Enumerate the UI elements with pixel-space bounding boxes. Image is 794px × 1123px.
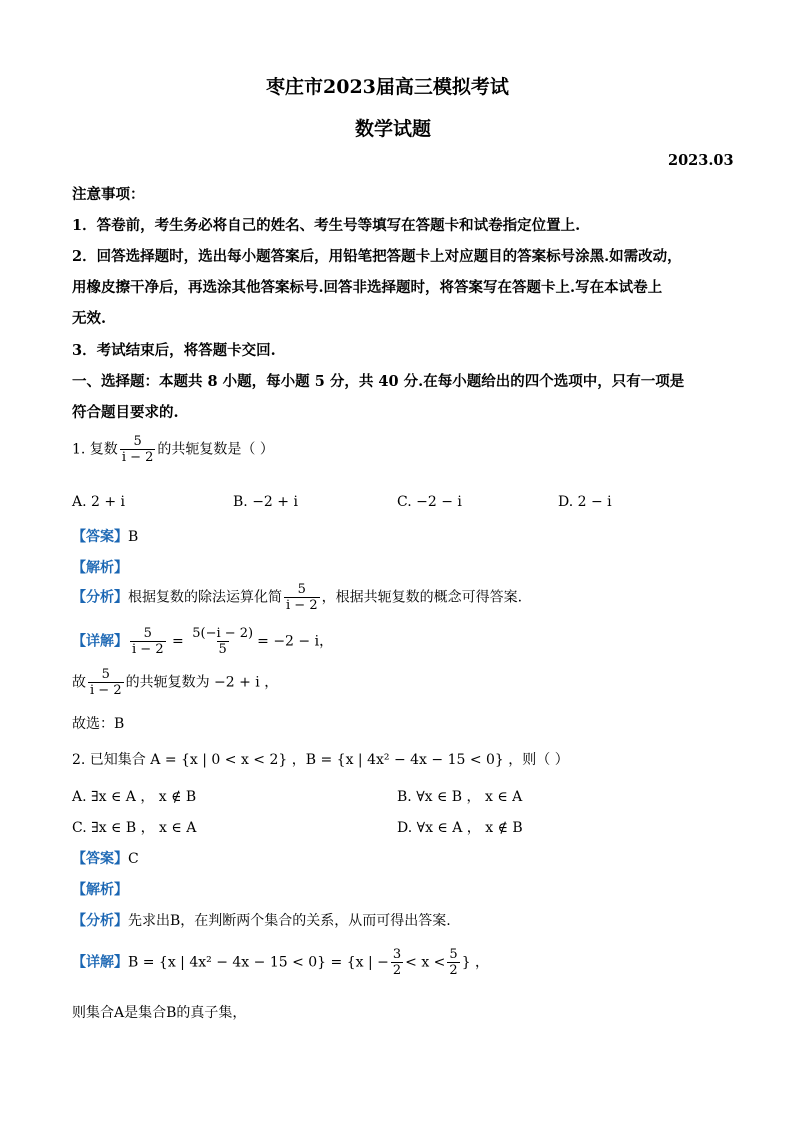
q2-option-b: B. ∀x ∈ B ， x ∈ A xyxy=(397,789,523,805)
notice-item-3: 3．考试结束后，将答题卡交回. xyxy=(72,342,276,359)
q1-fenxi xyxy=(72,582,522,613)
q1-fenxi-fraction xyxy=(284,582,320,613)
q2-detail-frac2-den: 2 xyxy=(449,963,458,978)
q1-detail-fraction-1 xyxy=(130,626,166,657)
q1-gu-frac-den: i − 2 xyxy=(90,683,122,698)
q1-detail-equals: = xyxy=(167,633,189,650)
q1-detail-frac2-den: 5 xyxy=(218,642,227,657)
q1-stem xyxy=(72,434,274,465)
q2-fenxi xyxy=(72,910,451,930)
q1-detail-frac1-den: i − 2 xyxy=(132,642,164,657)
q2-fenxi-text: 先求出B，在判断两个集合的关系，从而可得出答案. xyxy=(128,913,451,929)
q1-detail-frac1-num: 5 xyxy=(143,626,152,641)
notice-item-1: 1．答卷前，考生务必将自己的姓名、考生号等填写在答题卡和试卷指定位置上. xyxy=(72,217,581,234)
q2-stem: 2. 已知集合 A = {x | 0 < x < 2} ，B = {x | 4x² − 4x − 15 < 0} ，则（ ） xyxy=(72,752,569,768)
q1-fenxi-tag: 【分析】 xyxy=(72,589,128,606)
q2-detail-tag: 【详解】 xyxy=(72,954,128,971)
q2-analysis-tag: 【解析】 xyxy=(72,882,128,898)
q1-fenxi-text-1: 根据复数的除法运算化简 xyxy=(128,589,282,606)
q2-detail-frac1-den: 2 xyxy=(392,963,402,978)
q1-fenxi-frac-den: i − 2 xyxy=(286,598,318,613)
q2-detail-frac2-num: 5 xyxy=(449,947,458,962)
q1-gu-prefix: 故 xyxy=(72,674,86,691)
q1-fenxi-text-2: ，根据共轭复数的概念可得答案. xyxy=(321,589,523,606)
q1-gu-suffix: 的共轭复数为 −2 + i ， xyxy=(125,674,279,691)
q2-option-a: A. ∃x ∈ A ， x ∉ B xyxy=(72,789,197,805)
q1-gu xyxy=(72,667,278,698)
q1-answer-tag: 【答案】 xyxy=(72,529,128,545)
q1-prefix: 1. 复数 xyxy=(72,441,118,458)
section-1-line-2: 符合题目要求的. xyxy=(72,404,179,421)
q1-frac-num: 5 xyxy=(133,434,142,449)
q1-fraction xyxy=(120,434,156,465)
q1-fenxi-frac-num: 5 xyxy=(297,582,306,597)
page-subtitle: 数学试题 xyxy=(355,118,432,140)
q1-conclusion: 故选：B xyxy=(72,716,125,732)
q1-option-b: B. −2 + i xyxy=(233,494,298,510)
q2-detail-fraction-1 xyxy=(391,947,403,978)
q1-option-c: C. −2 − i xyxy=(397,494,462,510)
q2-detail-fraction-2 xyxy=(447,947,459,978)
q2-detail-frac1-num: 3 xyxy=(392,947,402,962)
page-title: 枣庄市2023届高三模拟考试 xyxy=(266,76,509,98)
q2-detail-right: } ， xyxy=(461,954,490,971)
notice-item-2-line-2: 用橡皮擦干净后，再选涂其他答案标号.回答非选择题时，将答案写在答题卡上.写在本试卷上 xyxy=(72,279,663,296)
q2-answer-value: C xyxy=(128,851,139,867)
q2-option-d: D. ∀x ∈ A ， x ∉ B xyxy=(397,820,523,836)
q1-gu-frac-num: 5 xyxy=(101,667,110,682)
q2-answer xyxy=(72,848,139,868)
q1-suffix: 的共轭复数是（ ） xyxy=(157,441,274,458)
q2-last-line: 则集合A是集合B的真子集， xyxy=(72,1005,247,1021)
q2-detail xyxy=(72,947,489,978)
q1-detail-frac2-num: 5(−i − 2) xyxy=(192,626,254,641)
q2-detail-mid: < x < xyxy=(405,954,446,971)
q1-option-d: D. 2 − i xyxy=(558,494,612,510)
notice-item-2-line-3: 无效. xyxy=(72,310,107,327)
q2-fenxi-tag: 【分析】 xyxy=(72,913,128,929)
q1-detail-fraction-2 xyxy=(190,626,255,657)
q2-answer-tag: 【答案】 xyxy=(72,851,128,867)
q1-detail-tail: = −2 − i， xyxy=(257,633,334,650)
q2-option-c: C. ∃x ∈ B ， x ∈ A xyxy=(72,820,197,836)
q1-analysis-tag: 【解析】 xyxy=(72,560,128,576)
exam-date: 2023.03 xyxy=(668,152,734,169)
notice-heading: 注意事项： xyxy=(72,186,145,203)
q1-gu-fraction xyxy=(88,667,124,698)
q1-detail-tag: 【详解】 xyxy=(72,633,128,650)
q1-detail xyxy=(72,626,333,657)
q1-option-a: A. 2 + i xyxy=(72,494,126,510)
q1-answer-value: B xyxy=(128,529,139,545)
q2-detail-left: B = {x | 4x² − 4x − 15 < 0} = {x | − xyxy=(128,954,389,971)
section-1-line-1: 一、选择题：本题共 8 小题，每小题 5 分，共 40 分.在每小题给出的四个选项中，只有一项是 xyxy=(72,373,685,390)
q1-answer xyxy=(72,526,138,546)
notice-item-2-line-1: 2．回答选择题时，选出每小题答案后，用铅笔把答题卡上对应题目的答案标号涂黑.如需改动， xyxy=(72,248,682,265)
q1-frac-den: i − 2 xyxy=(121,450,154,465)
